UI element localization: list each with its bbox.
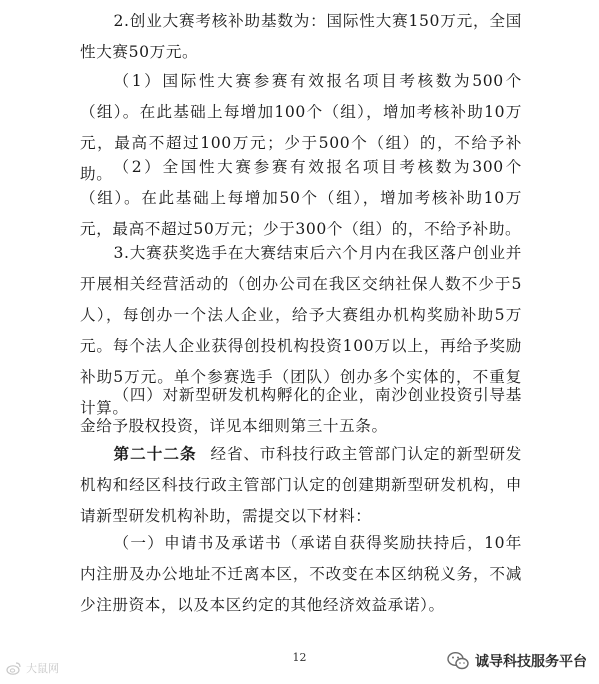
watermark-right-text: 诚导科技服务平台 [475,654,587,670]
paragraph-4: 3.大赛获奖选手在大赛结束后六个月内在我区落户创业并开展相关经营活动的（创办公司在我区交纳社保人数不少于5人），每创办一个法人企业，给予大赛组办机构奖励补助5万元。每个法人企业获得创投机构投资100万以上，再给予奖励补助5万元。单个参赛选手（团队）创办多个实体的，不重复计算。 [80,244,522,417]
paragraph-7: （一）申请书及承诺书（承诺自获得奖励扶持后，10年内注册及办公地址不迁离本区，不改变在本区纳税义务，不减少注册资本，以及本区约定的其他经济效益承诺）。 [80,534,522,614]
paragraph-3: （2）全国性大赛参赛有效报名项目考核数为300个（组）。在此基础上每增加50个（组），增加考核补助10万元，最高不超过50万元；少于300个（组）的，不给予补助。 [80,158,522,238]
article-22-text: 经省、市科技行政主管部门认定的新型研发机构和经区科技行政主管部门认定的创建期新型研发机构，申请新型研发机构补助，需提交以下材料： [80,445,522,525]
page-number: 12 [292,651,307,664]
paragraph-2: （1）国际性大赛参赛有效报名项目考核数为500个（组）。在此基础上每增加100个（组），增加考核补助10万元，最高不超过100万元；少于500个（组）的，不给予补助。 [80,72,522,183]
watermark-left-text: 大鼠网 [26,662,59,675]
paragraph-1: 2.创业大赛考核补助基数为：国际性大赛150万元，全国性大赛50万元。 [80,12,522,61]
wechat-icon [447,651,469,671]
watermark-right [447,651,587,671]
paragraph-5: （四）对新型研发机构孵化的企业，南沙创业投资引导基金给予股权投资，详见本细则第三十五条。 [80,386,522,435]
article-22-paragraph [80,439,522,532]
weibo-logo-icon [6,660,22,676]
watermark-left [6,660,59,676]
article-heading: 第二十二条 [113,445,197,463]
